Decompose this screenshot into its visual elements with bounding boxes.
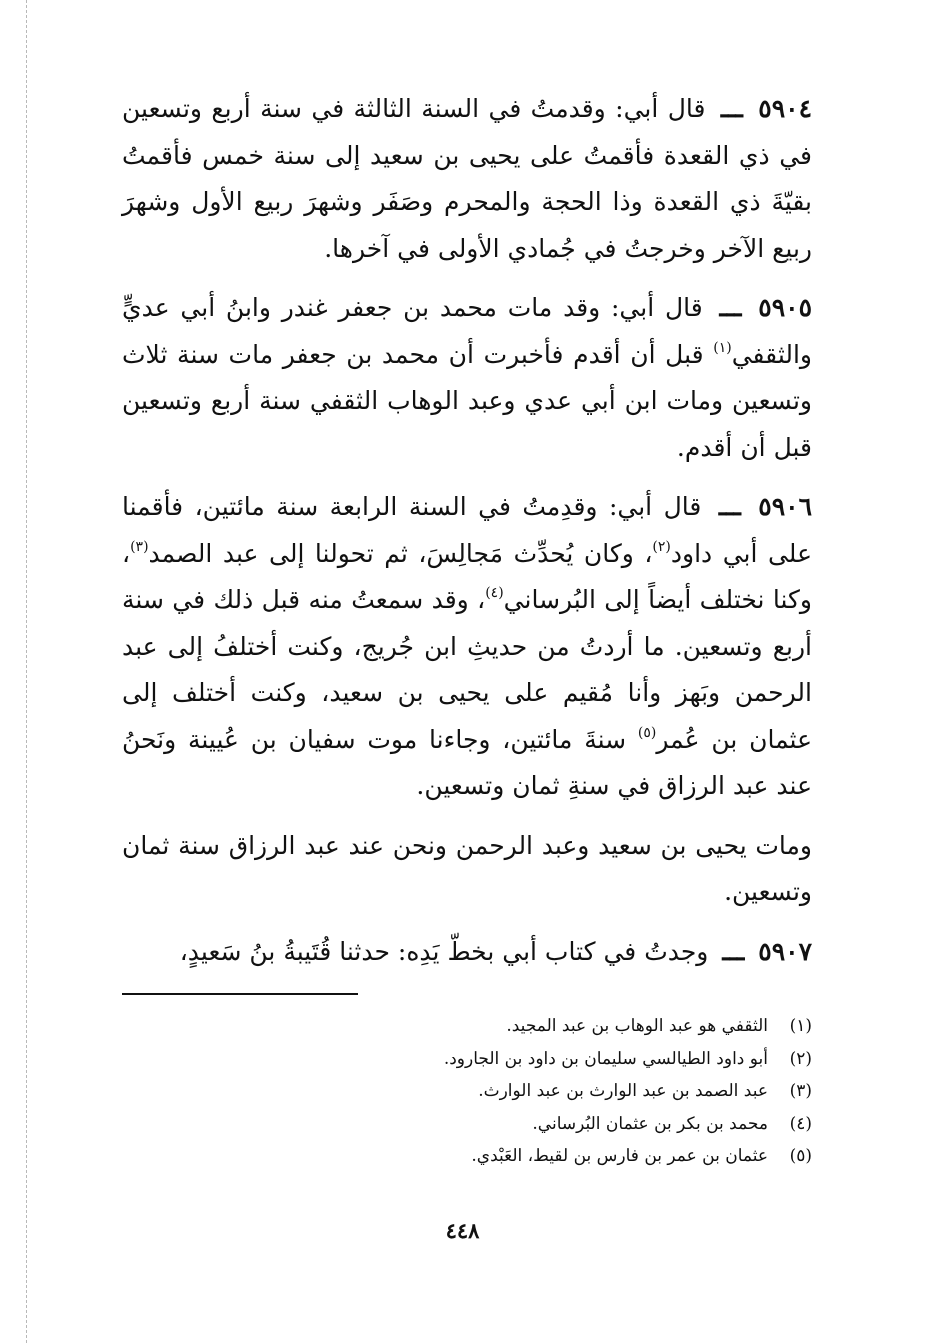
entry-dash: ـــ [719,293,742,322]
paragraph-text: ومات يحيى بن سعيد وعبد الرحمن ونحن عند عبد الرزاق سنة ثمان وتسعين. [122,830,812,906]
paragraph-text: وجدتُ في كتاب أبي بخطّ يَدِه: حدثنا قُتَيبةُ بنُ سَعيدٍ، [179,936,709,966]
paragraph-text: قبل أن أقدم فأخبرت أن محمد بن جعفر مات سنة ثلاث وتسعين ومات ابن أبي عدي وعبد الوهاب الثقفي سنة أربع وتسعين قبل أن أقدم. [122,339,812,462]
paragraph-continuation [122,823,812,916]
footnote-item [252,1075,812,1108]
paragraph-text: ، وقد سمعتُ منه قبل ذلك في سنة أربع وتسعين. ما أردتُ من حديثِ ابن جُريج، وكنت أختلفُ إلى عبد الرحمن وبَهز وأنا مُقيم على يحيى بن سعيد، وكنت أختلف إلى عثمان بن عُمر [122,585,812,754]
footnote-text: محمد بن بكر بن عثمان البُرساني. [532,1113,768,1134]
paragraph-5906 [122,484,812,810]
footnote-item [252,1043,812,1076]
entry-dash: ـــ [722,936,745,966]
footnote-ref-3[interactable]: (٣) [130,538,149,555]
footnote-item [252,1010,812,1043]
paragraph-text: سنةَ مائتين، وجاءنا موت سفيان بن عُيينة ونَحنُ عند عبد الرزاق في سنةِ ثمان وتسعين. [122,724,812,800]
paragraph-text: قال أبي: وقد مات محمد بن جعفر غندر وابنُ أبي عديٍّ والثقفي [122,293,812,369]
paragraph-text: ، وكنا نختلف أيضاً إلى البُرساني [122,538,812,614]
footnote-number: (٤) [789,1113,812,1134]
footnote-text: عثمان بن عمر بن فارس بن لقيط، العَبْدي. [471,1146,768,1166]
footnote-separator [122,993,358,995]
footnotes-list [252,1010,812,1173]
footnote-number: (١) [789,1016,812,1036]
entry-dash: ـــ [720,94,743,123]
footnote-number: (٣) [789,1081,812,1101]
footnote-item [252,1108,812,1141]
footnote-ref-4[interactable]: (٤) [485,585,504,601]
footnote-text: الثقفي هو عبد الوهاب بن عبد المجيد. [506,1016,768,1036]
footnote-text: أبو داود الطيالسي سليمان بن داود بن الجارود. [443,1048,768,1069]
footnote-ref-1[interactable]: (١) [713,339,732,356]
paragraph-text: ، وكان يُحدِّث مَجالِسَ، ثم تحولنا إلى عبد الصمد [148,538,653,568]
paragraph-5905 [122,285,812,471]
paragraph-text: قال أبي: وقدمتُ في السنة الثالثة في سنة أربع وتسعين في ذي القعدة فأقمتُ على يحيى بن سعيد إلى سنة خمس فأقمتُ بقيّةَ ذي القعدة وذا الحجة والمحرم وصَفَر وشهرَ ربيع الأول وشهرَ ربيع الآخر وخرجتُ في جُمادي الأولى في آخرها. [122,94,812,263]
footnote-number: (٢) [789,1048,812,1069]
scan-margin-edge [0,0,27,1343]
entry-number: ٥٩٠٧ [758,936,812,966]
footnote-text: عبد الصمد بن عبد الوارث بن عبد الوارث. [478,1081,768,1101]
page-body [122,86,812,988]
entry-dash: ـــ [718,492,741,521]
footnote-item [252,1140,812,1173]
footnote-ref-2[interactable]: (٢) [652,538,671,555]
paragraph-text: قال أبي: وقدِمتُ في السنة الرابعة سنة مائتين، فأقمنا على أبي داود [122,492,812,568]
page-number: ٤٤٨ [445,1218,480,1243]
entry-number: ٥٩٠٤ [758,94,813,123]
paragraph-5904 [122,86,812,272]
paragraph-5907 [122,929,812,976]
entry-number: ٥٩٠٥ [758,293,812,322]
footnote-ref-5[interactable]: (٥) [637,724,657,741]
entry-number: ٥٩٠٦ [758,492,812,521]
footnote-number: (٥) [789,1146,812,1166]
